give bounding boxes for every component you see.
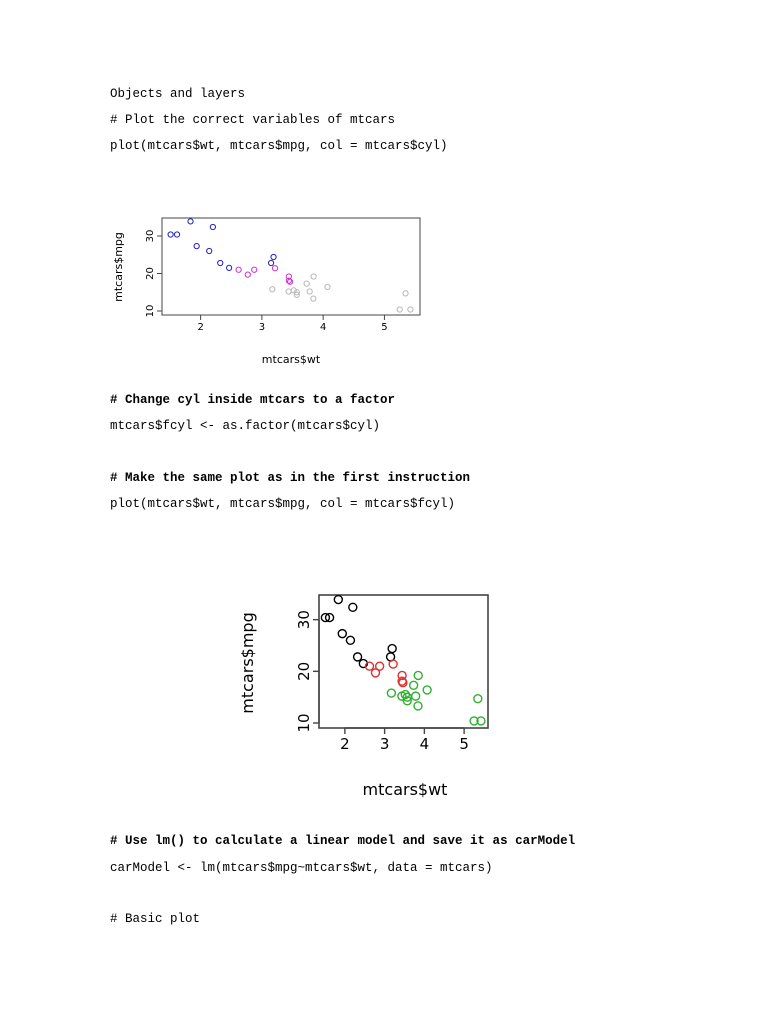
code-line: mtcars$fcyl <- as.factor(mtcars$cyl) <box>110 419 381 433</box>
y-tick-label: 20 <box>295 661 313 681</box>
data-point-cyl-4 <box>268 260 273 265</box>
data-point-cyl-8 <box>325 284 330 289</box>
data-point-cyl-4 <box>207 248 212 253</box>
data-point-cyl-8 <box>414 671 422 679</box>
x-tick-label: 5 <box>381 322 388 333</box>
doc-heading: Objects and layers <box>110 87 246 101</box>
code-comment: # Change cyl inside mtcars to a factor <box>110 393 396 407</box>
code-line: plot(mtcars$wt, mtcars$mpg, col = mtcars$cyl) <box>110 139 448 153</box>
data-point-cyl-6 <box>287 279 292 284</box>
x-axis-label: mtcars$wt <box>261 353 321 366</box>
x-tick-label: 4 <box>419 735 430 753</box>
y-axis-label: mtcars$mpg <box>112 232 125 302</box>
data-point-cyl-4 <box>168 232 173 237</box>
x-tick-label: 4 <box>319 322 327 333</box>
data-point-cyl-8 <box>311 296 316 301</box>
x-tick-label: 5 <box>459 735 469 753</box>
data-point-cyl-6 <box>376 662 384 670</box>
scatter-plot-2 <box>228 583 508 808</box>
x-tick-label: 3 <box>379 735 390 753</box>
code-line: carModel <- lm(mtcars$mpg~mtcars$wt, data = mtcars) <box>110 861 493 875</box>
data-point-cyl-4 <box>354 653 362 661</box>
data-point-cyl-8 <box>397 307 402 312</box>
data-point-cyl-6 <box>389 660 397 668</box>
y-tick-label: 30 <box>295 610 313 630</box>
y-tick-label: 20 <box>145 267 156 280</box>
x-tick-label: 3 <box>258 322 266 333</box>
data-point-cyl-4 <box>388 645 396 653</box>
y-axis-label: mtcars$mpg <box>238 612 257 714</box>
y-tick-label: 10 <box>145 304 156 318</box>
data-point-cyl-4 <box>210 224 215 229</box>
data-point-cyl-8 <box>307 289 312 294</box>
data-point-cyl-8 <box>474 695 482 703</box>
data-point-cyl-8 <box>286 289 291 294</box>
code-comment: # Plot the correct variables of mtcars <box>110 113 396 127</box>
data-point-cyl-8 <box>414 702 422 710</box>
data-point-cyl-6 <box>245 272 250 277</box>
data-point-cyl-6 <box>272 266 277 271</box>
data-point-cyl-4 <box>194 244 199 249</box>
data-point-cyl-8 <box>423 686 431 694</box>
y-tick-label: 30 <box>145 229 156 243</box>
data-point-cyl-8 <box>311 274 316 279</box>
data-point-cyl-4 <box>188 219 193 224</box>
data-point-cyl-4 <box>334 596 342 604</box>
data-point-cyl-4 <box>349 603 357 611</box>
data-point-cyl-4 <box>218 260 223 265</box>
data-point-cyl-4 <box>271 254 276 259</box>
data-point-cyl-8 <box>410 681 418 689</box>
plot-frame <box>319 595 488 728</box>
x-axis-label: mtcars$wt <box>362 780 448 799</box>
data-point-cyl-8 <box>408 307 413 312</box>
data-point-cyl-4 <box>338 630 346 638</box>
scatter-plot-1 <box>100 205 440 375</box>
data-point-cyl-8 <box>412 692 420 700</box>
data-point-cyl-4 <box>346 636 354 644</box>
code-line: plot(mtcars$wt, mtcars$mpg, col = mtcars$fcyl) <box>110 497 456 511</box>
data-point-cyl-4 <box>227 265 232 270</box>
code-comment: # Basic plot <box>110 912 201 926</box>
data-point-cyl-4 <box>174 232 179 237</box>
data-point-cyl-8 <box>387 689 395 697</box>
data-point-cyl-6 <box>236 267 241 272</box>
data-point-cyl-8 <box>304 281 309 286</box>
plot-frame <box>162 218 420 315</box>
code-comment: # Use lm() to calculate a linear model and save it as carModel <box>110 834 576 848</box>
y-tick-label: 10 <box>295 713 313 733</box>
data-point-cyl-8 <box>403 291 408 296</box>
data-point-cyl-6 <box>252 267 257 272</box>
code-comment: # Make the same plot as in the first instruction <box>110 471 471 485</box>
x-tick-label: 2 <box>197 322 204 333</box>
x-tick-label: 2 <box>340 735 350 753</box>
data-point-cyl-8 <box>270 287 275 292</box>
